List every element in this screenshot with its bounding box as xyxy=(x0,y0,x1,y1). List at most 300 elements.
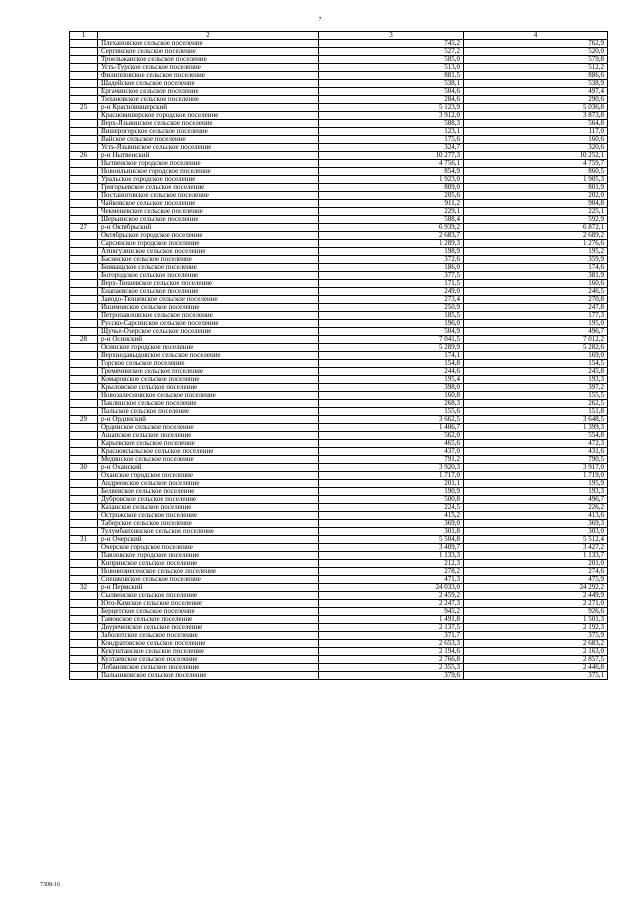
row-number-cell xyxy=(70,368,98,376)
row-number-cell: 31 xyxy=(70,536,98,544)
row-number-cell xyxy=(70,96,98,104)
table-row xyxy=(70,64,608,72)
table-row xyxy=(70,224,608,232)
value-column-4-cell: 195,0 xyxy=(464,320,608,328)
row-number-cell xyxy=(70,288,98,296)
row-number-cell xyxy=(70,568,98,576)
row-number-cell xyxy=(70,552,98,560)
table-row xyxy=(70,384,608,392)
value-column-4-cell: 2 449,9 xyxy=(464,592,608,600)
table-row xyxy=(70,496,608,504)
page-number: 7 xyxy=(318,17,322,23)
value-column-3-cell: 398,0 xyxy=(319,384,464,392)
municipality-name-cell: Енапаевское сельское поселение xyxy=(98,288,319,296)
municipality-name-cell: Филипповское сельское поселение xyxy=(98,72,319,80)
value-column-4-cell: 475,9 xyxy=(464,576,608,584)
value-column-3-cell: 377,5 xyxy=(319,272,464,280)
value-column-4-cell: 2 271,0 xyxy=(464,600,608,608)
value-column-3-cell: 278,2 xyxy=(319,568,464,576)
value-column-3-cell: 268,3 xyxy=(319,400,464,408)
row-number-cell xyxy=(70,512,98,520)
municipality-name-cell: Чекменевское сельское поселение xyxy=(98,208,319,216)
row-number-cell xyxy=(70,176,98,184)
table-row xyxy=(70,200,608,208)
table-row xyxy=(70,184,608,192)
row-number-cell xyxy=(70,496,98,504)
row-number-cell xyxy=(70,632,98,640)
row-number-cell: 27 xyxy=(70,224,98,232)
value-column-4-cell: 195,9 xyxy=(464,480,608,488)
value-column-4-cell: 359,9 xyxy=(464,256,608,264)
municipality-name-cell: Дубровское сельское поселение xyxy=(98,496,319,504)
row-number-cell xyxy=(70,424,98,432)
value-column-3-cell: 160,8 xyxy=(319,392,464,400)
header-cell-4: 4 xyxy=(464,32,608,40)
municipality-name-cell: р-н Оханский xyxy=(98,464,319,472)
value-column-4-cell: 381,9 xyxy=(464,272,608,280)
value-column-3-cell: 2 194,6 xyxy=(319,648,464,656)
row-number-cell xyxy=(70,608,98,616)
header-cell-2: 2 xyxy=(98,32,319,40)
table-header-row xyxy=(70,32,608,40)
table-row xyxy=(70,216,608,224)
municipality-name-cell: Заболотское сельское поселение xyxy=(98,632,319,640)
value-column-4-cell: 497,4 xyxy=(464,88,608,96)
row-number-cell xyxy=(70,576,98,584)
value-column-3-cell: 175,6 xyxy=(319,136,464,144)
value-column-4-cell: 520,0 xyxy=(464,48,608,56)
table-row xyxy=(70,112,608,120)
value-column-3-cell: 244,6 xyxy=(319,368,464,376)
table-row xyxy=(70,616,608,624)
municipality-name-cell: Новоильинское городское поселение xyxy=(98,168,319,176)
municipality-name-cell: р-н Красновишерский xyxy=(98,104,319,112)
table-row xyxy=(70,344,608,352)
row-number-cell xyxy=(70,192,98,200)
municipality-name-cell: Берцетское сельское поселение xyxy=(98,608,319,616)
value-column-3-cell: 585,0 xyxy=(319,56,464,64)
municipality-name-cell: Вайское сельское поселение xyxy=(98,136,319,144)
municipality-name-cell: Шадейское сельское поселение xyxy=(98,80,319,88)
row-number-cell xyxy=(70,184,98,192)
value-column-4-cell: 5 512,4 xyxy=(464,536,608,544)
table-row xyxy=(70,96,608,104)
table-row xyxy=(70,248,608,256)
value-column-3-cell: 3 662,5 xyxy=(319,416,464,424)
value-column-3-cell: 10 277,3 xyxy=(319,152,464,160)
row-number-cell xyxy=(70,624,98,632)
municipality-name-cell: Чайковское сельское поселение xyxy=(98,200,319,208)
municipality-name-cell: Горское сельское поселение xyxy=(98,360,319,368)
value-column-3-cell: 538,1 xyxy=(319,80,464,88)
row-number-cell xyxy=(70,320,98,328)
value-column-3-cell: 250,9 xyxy=(319,304,464,312)
table-row xyxy=(70,272,608,280)
value-column-3-cell: 588,4 xyxy=(319,216,464,224)
municipality-name-cell: Вишерогорское сельское поселение xyxy=(98,128,319,136)
value-column-4-cell: 4 759,7 xyxy=(464,160,608,168)
table-row xyxy=(70,176,608,184)
value-column-3-cell: 562,0 xyxy=(319,432,464,440)
table-row xyxy=(70,288,608,296)
value-column-3-cell: 527,2 xyxy=(319,48,464,56)
municipality-name-cell: Верхнедавыдовское сельское поселение xyxy=(98,352,319,360)
table-row xyxy=(70,608,608,616)
table-row xyxy=(70,104,608,112)
value-column-4-cell: 1 501,3 xyxy=(464,616,608,624)
value-column-3-cell: 24 033,0 xyxy=(319,584,464,592)
value-column-4-cell: 3 873,8 xyxy=(464,112,608,120)
municipality-name-cell: Нововознесенское сельское поселение xyxy=(98,568,319,576)
table-row xyxy=(70,536,608,544)
value-column-3-cell: 205,6 xyxy=(319,192,464,200)
table-row xyxy=(70,320,608,328)
row-number-cell xyxy=(70,600,98,608)
value-column-4-cell: 496,7 xyxy=(464,496,608,504)
row-number-cell xyxy=(70,560,98,568)
municipality-name-cell: Оханское городское поселение xyxy=(98,472,319,480)
value-column-3-cell: 465,6 xyxy=(319,440,464,448)
value-column-4-cell: 512,2 xyxy=(464,64,608,72)
municipality-name-cell: Паклинское сельское поселение xyxy=(98,400,319,408)
municipality-name-cell: Нытвенское городское поселение xyxy=(98,160,319,168)
municipality-name-cell: Пальниковское сельское поселение xyxy=(98,672,319,680)
value-column-3-cell: 155,6 xyxy=(319,408,464,416)
value-column-4-cell: 926,6 xyxy=(464,608,608,616)
municipality-name-cell: Октябрьское городское поселение xyxy=(98,232,319,240)
value-column-3-cell: 504,6 xyxy=(319,88,464,96)
row-number-cell xyxy=(70,488,98,496)
row-number-cell: 29 xyxy=(70,416,98,424)
table-row xyxy=(70,584,608,592)
value-column-4-cell: 431,6 xyxy=(464,448,608,456)
municipality-name-cell: Щучье-Озерское сельское поселение xyxy=(98,328,319,336)
municipality-name-cell: Красноясыльское сельское поселение xyxy=(98,448,319,456)
table-row xyxy=(70,144,608,152)
value-column-3-cell: 3 912,0 xyxy=(319,112,464,120)
value-column-3-cell: 371,7 xyxy=(319,632,464,640)
value-column-3-cell: 198,9 xyxy=(319,248,464,256)
value-column-3-cell: 504,9 xyxy=(319,328,464,336)
value-column-3-cell: 212,3 xyxy=(319,560,464,568)
value-column-4-cell: 151,8 xyxy=(464,408,608,416)
row-number-cell xyxy=(70,344,98,352)
municipality-name-cell: Спешковское сельское поселение xyxy=(98,576,319,584)
table-row xyxy=(70,72,608,80)
municipality-name-cell: Осинское городское поселение xyxy=(98,344,319,352)
value-column-4-cell: 193,3 xyxy=(464,376,608,384)
value-column-4-cell: 226,2 xyxy=(464,504,608,512)
table-row xyxy=(70,392,608,400)
table-row xyxy=(70,504,608,512)
row-number-cell xyxy=(70,480,98,488)
municipality-name-cell: р-н Осинский xyxy=(98,336,319,344)
table-row xyxy=(70,232,608,240)
value-column-3-cell: 201,1 xyxy=(319,480,464,488)
municipality-name-cell: Плехановское сельское поселение xyxy=(98,40,319,48)
row-number-cell xyxy=(70,232,98,240)
value-column-3-cell: 273,4 xyxy=(319,296,464,304)
value-column-3-cell: 1 491,8 xyxy=(319,616,464,624)
value-column-3-cell: 1 923,0 xyxy=(319,176,464,184)
row-number-cell xyxy=(70,264,98,272)
value-column-3-cell: 415,2 xyxy=(319,512,464,520)
municipality-name-cell: Уральское городское поселение xyxy=(98,176,319,184)
table-row xyxy=(70,448,608,456)
row-number-cell xyxy=(70,360,98,368)
value-column-4-cell: 154,5 xyxy=(464,360,608,368)
municipality-name-cell: Юго-Камское сельское поселение xyxy=(98,600,319,608)
row-number-cell xyxy=(70,272,98,280)
row-number-cell xyxy=(70,384,98,392)
value-column-4-cell: 1 719,0 xyxy=(464,472,608,480)
municipality-name-cell: Ашапское сельское поселение xyxy=(98,432,319,440)
value-column-4-cell: 1 905,3 xyxy=(464,176,608,184)
value-column-4-cell: 413,6 xyxy=(464,512,608,520)
value-column-4-cell: 246,5 xyxy=(464,288,608,296)
value-column-3-cell: 2 459,2 xyxy=(319,592,464,600)
row-number-cell xyxy=(70,112,98,120)
value-column-3-cell: 284,6 xyxy=(319,96,464,104)
row-number-cell xyxy=(70,592,98,600)
row-number-cell xyxy=(70,72,98,80)
table-row xyxy=(70,592,608,600)
row-number-cell xyxy=(70,664,98,672)
value-column-4-cell: 290,6 xyxy=(464,96,608,104)
value-column-3-cell: 171,5 xyxy=(319,280,464,288)
row-number-cell xyxy=(70,616,98,624)
value-column-3-cell: 369,0 xyxy=(319,520,464,528)
data-table xyxy=(69,31,608,680)
municipality-name-cell: Карьевское сельское поселение xyxy=(98,440,319,448)
municipality-name-cell: Сарсинское городское поселение xyxy=(98,240,319,248)
table-row xyxy=(70,312,608,320)
row-number-cell xyxy=(70,352,98,360)
value-column-4-cell: 320,6 xyxy=(464,144,608,152)
municipality-name-cell: Ергачинское сельское поселение xyxy=(98,88,319,96)
row-number-cell xyxy=(70,672,98,680)
value-column-4-cell: 2 192,3 xyxy=(464,624,608,632)
value-column-3-cell: 324,7 xyxy=(319,144,464,152)
table-row xyxy=(70,80,608,88)
value-column-3-cell: 3 920,3 xyxy=(319,464,464,472)
municipality-name-cell: Сылвенское сельское поселение xyxy=(98,592,319,600)
value-column-4-cell: 2 163,0 xyxy=(464,648,608,656)
municipality-name-cell: Казанское сельское поселение xyxy=(98,504,319,512)
value-column-4-cell: 160,6 xyxy=(464,136,608,144)
value-column-3-cell: 6 939,2 xyxy=(319,224,464,232)
table-row xyxy=(70,416,608,424)
row-number-cell xyxy=(70,328,98,336)
value-column-3-cell: 471,3 xyxy=(319,576,464,584)
row-number-cell xyxy=(70,200,98,208)
table-row xyxy=(70,640,608,648)
value-column-4-cell: 160,6 xyxy=(464,280,608,288)
value-column-4-cell: 860,5 xyxy=(464,168,608,176)
row-number-cell xyxy=(70,48,98,56)
table-row xyxy=(70,672,608,680)
municipality-name-cell: Григорьевское сельское поселение xyxy=(98,184,319,192)
row-number-cell xyxy=(70,40,98,48)
value-column-3-cell: 301,8 xyxy=(319,528,464,536)
municipality-name-cell: р-н Октябрьский xyxy=(98,224,319,232)
value-column-4-cell: 3 917,0 xyxy=(464,464,608,472)
value-column-4-cell: 801,9 xyxy=(464,184,608,192)
table-row xyxy=(70,88,608,96)
value-column-3-cell: 513,0 xyxy=(319,64,464,72)
municipality-name-cell: р-н Очерский xyxy=(98,536,319,544)
municipality-name-cell: Заводо-Тюшевское сельское поселение xyxy=(98,296,319,304)
municipality-name-cell: Басинское сельское поселение xyxy=(98,256,319,264)
table-row xyxy=(70,648,608,656)
value-column-4-cell: 274,6 xyxy=(464,568,608,576)
value-column-4-cell: 177,3 xyxy=(464,312,608,320)
municipality-name-cell: Очерское городское поселение xyxy=(98,544,319,552)
table-row xyxy=(70,208,608,216)
value-column-4-cell: 7 012,2 xyxy=(464,336,608,344)
table-row xyxy=(70,432,608,440)
value-column-3-cell: 174,1 xyxy=(319,352,464,360)
value-column-4-cell: 24 292,2 xyxy=(464,584,608,592)
row-number-cell: 32 xyxy=(70,584,98,592)
value-column-4-cell: 3 648,5 xyxy=(464,416,608,424)
table-row xyxy=(70,664,608,672)
municipality-name-cell: Тулумбаихинское сельское поселение xyxy=(98,528,319,536)
table-row xyxy=(70,168,608,176)
row-number-cell: 25 xyxy=(70,104,98,112)
value-column-4-cell: 375,1 xyxy=(464,672,608,680)
value-column-3-cell: 5 123,9 xyxy=(319,104,464,112)
table-row xyxy=(70,56,608,64)
value-column-4-cell: 375,9 xyxy=(464,632,608,640)
value-column-3-cell: 2 137,5 xyxy=(319,624,464,632)
value-column-4-cell: 1 276,6 xyxy=(464,240,608,248)
value-column-4-cell: 195,2 xyxy=(464,248,608,256)
municipality-name-cell: Новозалесновское сельское поселение xyxy=(98,392,319,400)
row-number-cell xyxy=(70,448,98,456)
footer-code: 7308-16 xyxy=(40,882,60,888)
value-column-4-cell: 303,0 xyxy=(464,528,608,536)
value-column-4-cell: 3 427,2 xyxy=(464,544,608,552)
value-column-4-cell: 1 399,3 xyxy=(464,424,608,432)
table-row xyxy=(70,336,608,344)
value-column-3-cell: 1 717,0 xyxy=(319,472,464,480)
row-number-cell xyxy=(70,432,98,440)
municipality-name-cell: Пальское сельское поселение xyxy=(98,408,319,416)
value-column-3-cell: 1 289,3 xyxy=(319,240,464,248)
municipality-name-cell: Култаевское сельское поселение xyxy=(98,656,319,664)
table-row xyxy=(70,296,608,304)
value-column-4-cell: 2 683,2 xyxy=(464,640,608,648)
value-column-4-cell: 564,8 xyxy=(464,120,608,128)
value-column-3-cell: 195,4 xyxy=(319,376,464,384)
table-row xyxy=(70,256,608,264)
municipality-name-cell: Таборское сельское поселение xyxy=(98,520,319,528)
table-row xyxy=(70,520,608,528)
value-column-3-cell: 190,9 xyxy=(319,488,464,496)
row-number-cell xyxy=(70,256,98,264)
row-number-cell xyxy=(70,656,98,664)
municipality-name-cell: Кипринское сельское поселение xyxy=(98,560,319,568)
value-column-3-cell: 7 041,5 xyxy=(319,336,464,344)
value-column-3-cell: 911,2 xyxy=(319,200,464,208)
value-column-4-cell: 117,0 xyxy=(464,128,608,136)
row-number-cell xyxy=(70,648,98,656)
row-number-cell xyxy=(70,376,98,384)
municipality-name-cell: р-н Пермский xyxy=(98,584,319,592)
value-column-3-cell: 249,0 xyxy=(319,288,464,296)
row-number-cell xyxy=(70,456,98,464)
table-row xyxy=(70,264,608,272)
municipality-name-cell: Троельжанское сельское поселение xyxy=(98,56,319,64)
row-number-cell xyxy=(70,408,98,416)
value-column-3-cell: 2 247,3 xyxy=(319,600,464,608)
value-column-4-cell: 201,0 xyxy=(464,560,608,568)
table-row xyxy=(70,280,608,288)
row-number-cell xyxy=(70,304,98,312)
value-column-3-cell: 588,3 xyxy=(319,120,464,128)
value-column-3-cell: 2 683,7 xyxy=(319,232,464,240)
value-column-3-cell: 945,2 xyxy=(319,608,464,616)
municipality-name-cell: Двуреченское сельское поселение xyxy=(98,624,319,632)
row-number-cell xyxy=(70,440,98,448)
value-column-3-cell: 229,1 xyxy=(319,208,464,216)
row-number-cell xyxy=(70,280,98,288)
municipality-name-cell: р-н Ординский xyxy=(98,416,319,424)
header-cell-1: 1 xyxy=(70,32,98,40)
table-row xyxy=(70,368,608,376)
row-number-cell xyxy=(70,144,98,152)
table-row xyxy=(70,48,608,56)
value-column-3-cell: 437,0 xyxy=(319,448,464,456)
table-row xyxy=(70,304,608,312)
table-row xyxy=(70,424,608,432)
row-number-cell: 30 xyxy=(70,464,98,472)
value-column-3-cell: 500,8 xyxy=(319,496,464,504)
table-row xyxy=(70,192,608,200)
table-row xyxy=(70,128,608,136)
row-number-cell xyxy=(70,136,98,144)
table-row xyxy=(70,560,608,568)
value-column-3-cell: 379,6 xyxy=(319,672,464,680)
municipality-name-cell: Атнягузинское сельское поселение xyxy=(98,248,319,256)
table-row xyxy=(70,136,608,144)
table-row xyxy=(70,352,608,360)
municipality-name-cell: Гамовское сельское поселение xyxy=(98,616,319,624)
value-column-4-cell: 174,6 xyxy=(464,264,608,272)
value-column-3-cell: 791,2 xyxy=(319,456,464,464)
value-column-3-cell: 154,8 xyxy=(319,360,464,368)
header-cell-3: 3 xyxy=(319,32,464,40)
table-row xyxy=(70,376,608,384)
municipality-name-cell: Крыловское сельское поселение xyxy=(98,384,319,392)
value-column-3-cell: 123,1 xyxy=(319,128,464,136)
value-column-4-cell: 496,7 xyxy=(464,328,608,336)
municipality-name-cell: Верх-Язьвинское сельское поселение xyxy=(98,120,319,128)
table-row xyxy=(70,328,608,336)
value-column-4-cell: 10 252,1 xyxy=(464,152,608,160)
municipality-name-cell: Кукуштанское сельское поселение xyxy=(98,648,319,656)
table-row xyxy=(70,656,608,664)
value-column-4-cell: 538,9 xyxy=(464,80,608,88)
table-row xyxy=(70,464,608,472)
value-column-4-cell: 5 282,6 xyxy=(464,344,608,352)
value-column-4-cell: 762,9 xyxy=(464,40,608,48)
table-row xyxy=(70,480,608,488)
table-row xyxy=(70,568,608,576)
row-number-cell xyxy=(70,528,98,536)
value-column-3-cell: 2 653,3 xyxy=(319,640,464,648)
